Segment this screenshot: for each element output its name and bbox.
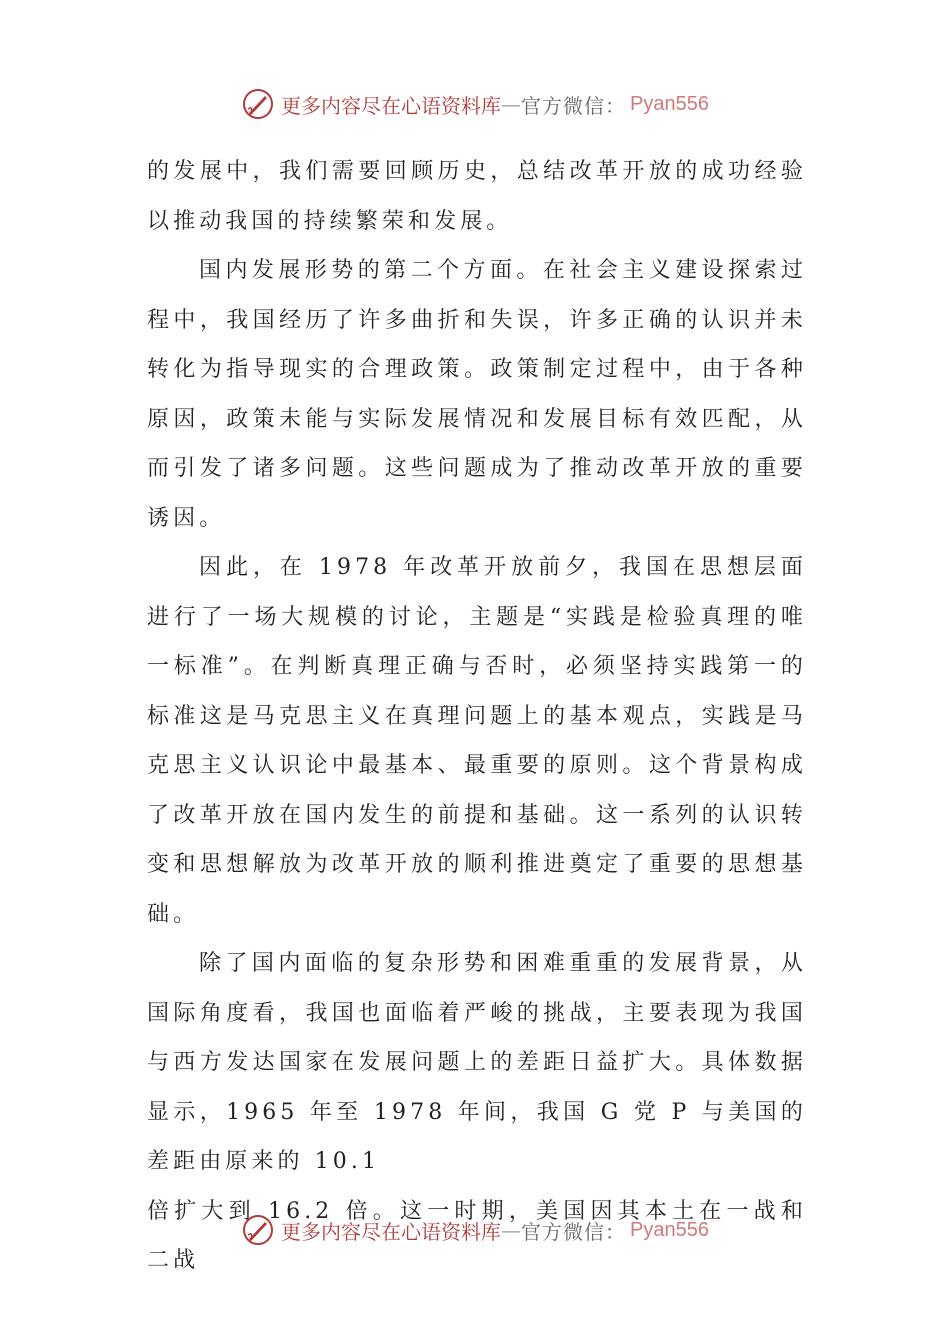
paragraph-continued: 的发展中，我们需要回顾历史，总结改革开放的成功经验以推动我国的持续繁荣和发展。 xyxy=(147,159,807,234)
footer-wechat-id: Pyan556 xyxy=(630,1218,709,1241)
footer-brand-text: 更多内容尽在心语资料库 xyxy=(281,1219,502,1244)
quill-logo-icon xyxy=(241,1213,275,1247)
footer-wechat-label: 官方微信： xyxy=(521,1219,627,1244)
header-watermark-banner xyxy=(0,84,950,124)
paragraph-gdp-gap: 倍扩大到 16.2 倍。这一时期，美国因其本土在一战和二战 xyxy=(147,1198,807,1273)
header-wechat-label: 官方微信： xyxy=(521,93,627,118)
quill-logo-icon xyxy=(241,87,275,121)
header-brand-text: 更多内容尽在心语资料库 xyxy=(281,93,502,118)
paragraph-thought-liberation: 因此，在 1978 年改革开放前夕，我国在思想层面进行了一场大规模的讨论，主题是“实践是检验真理的唯一标准”。在判断真理正确与否时，必须坚持实践第一的标准这是马克思主义在真理问题上的基本观点，实践是马克思主义认识论中最基本、最重要的原则。这个背景构成了改革开放在国内发生的前提和基础。这一系列的认识转变和思想解放为改革开放的顺利推进奠定了重要的思想基础。 xyxy=(147,555,807,927)
footer-watermark-banner xyxy=(0,1210,950,1250)
header-wechat-id: Pyan556 xyxy=(630,92,709,115)
paragraph-domestic-situation: 国内发展形势的第二个方面。在社会主义建设探索过程中，我国经历了许多曲折和失误，许多正确的认识并未转化为指导现实的合理政策。政策制定过程中，由于各种原因，政策未能与实际发展情况和发展目标有效匹配，从而引发了诸多问题。这些问题成为了推动改革开放的重要诱因。 xyxy=(147,258,807,531)
footer-separator: — xyxy=(501,1218,522,1242)
header-separator: — xyxy=(501,92,522,116)
document-body xyxy=(147,147,807,1286)
paragraph-international-context: 除了国内面临的复杂形势和困难重重的发展背景，从国际角度看，我国也面临着严峻的挑战，主要表现为我国与西方发达国家在发展问题上的差距日益扩大。具体数据显示，1965 年至 1978 年间，我国 G 党 P 与美国的差距由原来的 10.1 xyxy=(147,951,807,1174)
